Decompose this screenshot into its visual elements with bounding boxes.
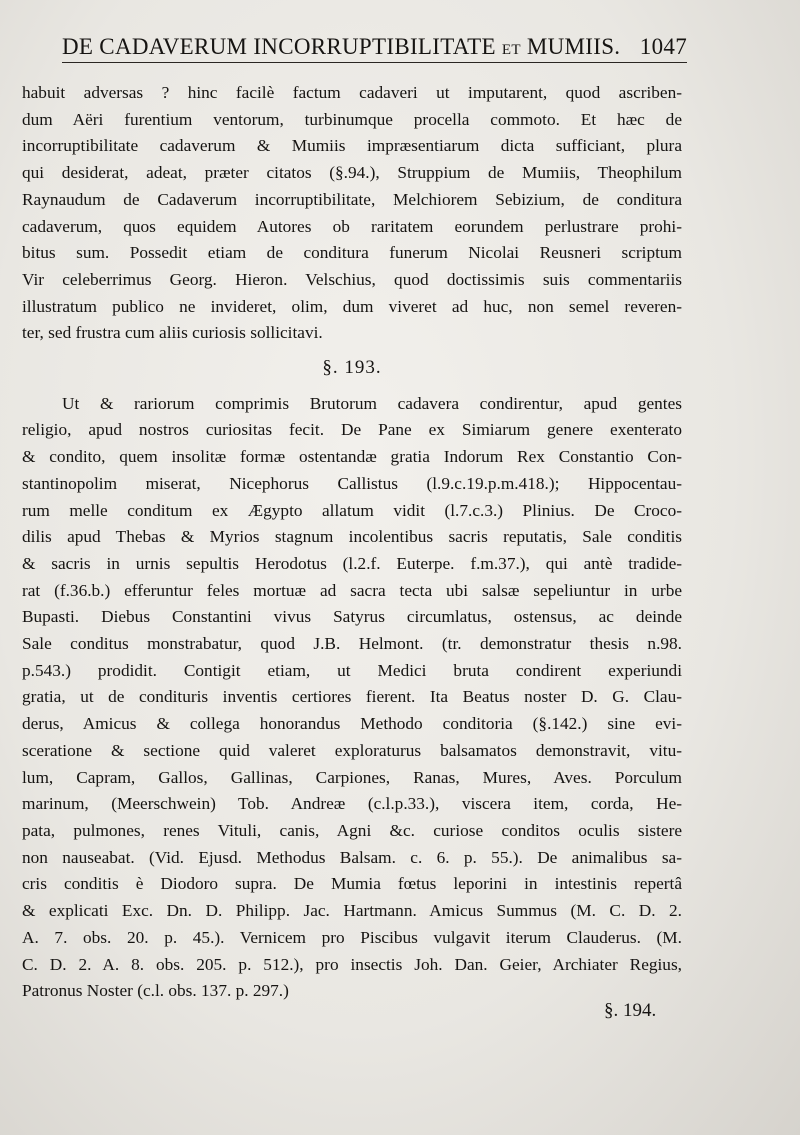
catchword: §. 194. (604, 1000, 657, 1021)
text-line: & condito, quem insolitæ formæ ostentandæ gratia Indorum Rex Constantio Con- (22, 447, 682, 467)
section-heading: §. 193. (322, 357, 382, 379)
text-line: & sacris in urnis sepultis Herodotus (l.2.f. Euterpe. f.m.37.), qui antè tradide- (22, 553, 682, 573)
text-line: ter, sed frustra cum aliis curiosis sollicitavi. (22, 323, 323, 343)
running-title-et: ET (501, 42, 521, 58)
text-line: qui desiderat, adeat, præter citatos (§.94.), Struppium de Mumiis, Theophilum (22, 163, 682, 183)
paragraph-1 (22, 80, 682, 347)
text-line: cris conditis è Diodoro supra. De Mumia fœtus leporini in intestinis repertâ (22, 874, 682, 894)
text-line: & explicati Exc. Dn. D. Philipp. Jac. Hartmann. Amicus Summus (M. C. D. 2. (22, 901, 682, 921)
text-line: Ut & rariorum comprimis Brutorum cadavera condirentur, apud gentes (62, 393, 682, 413)
text-line: illustratum publico ne invideret, olim, dum viveret ad huc, non semel reveren- (22, 296, 682, 316)
text-line: A. 7. obs. 20. p. 45.). Vernicem pro Piscibus vulgavit iterum Clauderus. (M. (22, 927, 682, 947)
text-line: Vir celeberrimus Georg. Hieron. Velschius, quod doctissimis suis commentariis (22, 269, 682, 289)
text-line: dilis apud Thebas & Myrios stagnum incolentibus sacris reputatis, Sale conditis (22, 527, 682, 547)
paragraph-2 (22, 391, 682, 1005)
text-line: rat (f.36.b.) efferuntur feles mortuæ ad sacra tecta ubi salsæ sepeliuntur in urbe (22, 580, 682, 600)
text-line: C. D. 2. A. 8. obs. 205. p. 512.), pro insectis Joh. Dan. Geier, Archiater Regius, (22, 954, 682, 974)
text-line: Sale conditus monstrabatur, quod J.B. Helmont. (tr. demonstratur thesis n.98. (22, 634, 682, 654)
text-line: sceratione & sectione quid valeret exploraturus balsamatos demonstravit, vitu- (22, 740, 682, 760)
page-number: 1047 (639, 34, 687, 59)
text-line: pata, pulmones, renes Vituli, canis, Agni &c. curiose conditos oculis sistere (22, 820, 682, 840)
text-line: Bupasti. Diebus Constantini vivus Satyrus circumlatus, ostensus, ac deinde (22, 607, 682, 627)
text-line: religio, apud nostros curiositas fecit. De Pane ex Simiarum genere exenterato (22, 420, 682, 440)
text-line: rum melle conditum ex Ægypto allatum vidit (l.7.c.3.) Plinius. De Croco- (22, 500, 682, 520)
text-line: non nauseabat. (Vid. Ejusd. Methodus Balsam. c. 6. p. 55.). De animalibus sa- (22, 847, 682, 867)
body-text (22, 80, 682, 1005)
text-line: habuit adversas ? hinc facilè factum cadaveri ut imputarent, quod ascriben- (22, 83, 682, 102)
text-line: marinum, (Meerschwein) Tob. Andreæ (c.l.p.33.), viscera item, corda, He- (22, 794, 682, 814)
text-line: bitus sum. Possedit etiam de conditura funerum Nicolai Reusneri scriptum (22, 243, 682, 263)
text-line: p.543.) prodidit. Contigit etiam, ut Medici bruta condirent experiundi (22, 660, 682, 680)
running-title-part2: MUMIIS. (526, 34, 621, 59)
running-title (62, 34, 620, 60)
running-title-part1: DE CADAVERUM INCORRUPTIBILITATE (62, 34, 496, 59)
text-line: Patronus Noster (c.l. obs. 137. p. 297.) (22, 981, 289, 1001)
text-line: stantinopolim miserat, Nicephorus Callistus (l.9.c.19.p.m.418.); Hippocentau- (22, 473, 682, 493)
running-header (62, 34, 687, 63)
text-line: incorruptibilitate cadaverum & Mumiis impræsentiarum dicta sufficiant, plura (22, 136, 682, 156)
text-line: lum, Capram, Gallos, Gallinas, Carpiones, Ranas, Mures, Aves. Porculum (22, 767, 682, 787)
text-line: derus, Amicus & collega honorandus Methodo conditoria (§.142.) sine evi- (22, 714, 682, 734)
text-line: dum Aëri furentium ventorum, turbinumque procella commoto. Et hæc de (22, 109, 682, 129)
text-line: Raynaudum de Cadaverum incorruptibilitate, Melchiorem Sebizium, de conditura (22, 189, 682, 209)
text-line: gratia, ut de condituris inventis certiores fierent. Ita Beatus noster D. G. Clau- (22, 687, 682, 707)
text-line: cadaverum, quos equidem Autores ob raritatem eorundem perlustrare prohi- (22, 216, 682, 236)
